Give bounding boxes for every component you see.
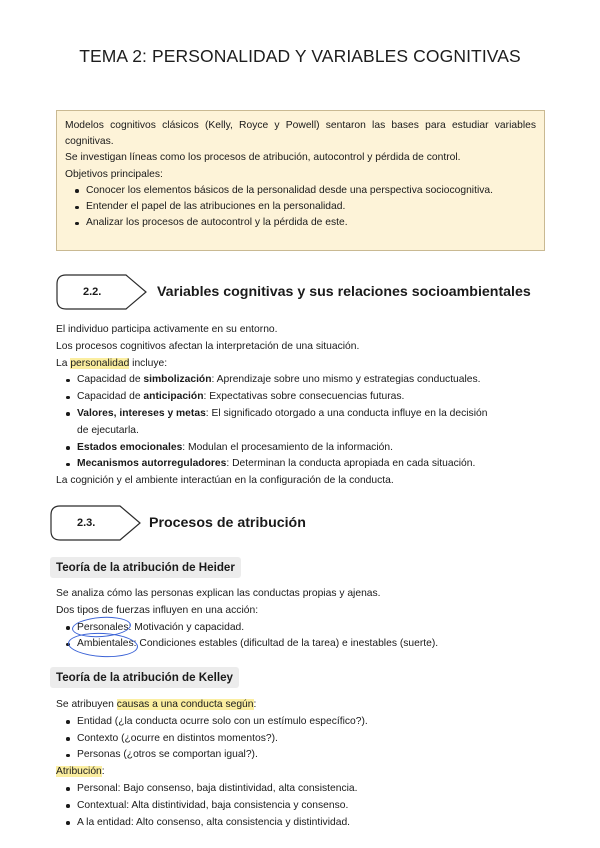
bold-term: anticipación bbox=[143, 391, 204, 403]
paragraph: Se analiza cómo las personas explican las conductas propias y ajenas. bbox=[56, 588, 381, 599]
text: Se atribuyen bbox=[56, 699, 117, 710]
text: incluye: bbox=[129, 357, 168, 369]
section-arrow-icon bbox=[50, 505, 142, 541]
bold-term: Valores, intereses y metas bbox=[77, 407, 206, 419]
text: La bbox=[56, 357, 71, 369]
paragraph: El individuo participa activamente en su entorno. bbox=[56, 324, 278, 335]
list-item: Entender el papel de las atribuciones en la personalidad. bbox=[65, 199, 536, 215]
section-header-2-2 bbox=[56, 274, 546, 310]
text: : Determinan la conducta apropiada en cada situación. bbox=[226, 458, 476, 470]
highlighted-term: personalidad bbox=[70, 357, 130, 369]
text: : Modulan el procesamiento de la información. bbox=[182, 441, 393, 453]
list-item bbox=[56, 456, 546, 473]
personality-list bbox=[56, 372, 546, 473]
paragraph bbox=[56, 764, 546, 781]
text: Capacidad de bbox=[77, 374, 144, 386]
subheading-heider: Teoría de la atribución de Heider bbox=[50, 557, 241, 578]
highlighted-text: causas a una conducta según bbox=[116, 699, 254, 710]
text: : Condiciones estables (dificultad de la tarea) e inestables (suerte). bbox=[133, 638, 439, 650]
summary-line: Modelos cognitivos clásicos (Kelly, Royce y Powell) sentaron las bases para estudiar variables bbox=[65, 120, 536, 131]
list-item: Contextual: Alta distintividad, baja consistencia y consenso. bbox=[56, 798, 546, 815]
bold-term: Estados emocionales bbox=[77, 441, 183, 453]
list-item bbox=[56, 440, 546, 457]
list-item bbox=[56, 406, 546, 440]
list-item bbox=[56, 372, 546, 389]
list-item bbox=[56, 636, 546, 653]
list-item: Contexto (¿ocurre en distintos momentos?). bbox=[56, 731, 546, 748]
section-title: Procesos de atribución bbox=[149, 515, 306, 531]
paragraph: Dos tipos de fuerzas influyen en una acción: bbox=[56, 604, 259, 616]
section-number: 2.2. bbox=[83, 286, 102, 298]
criteria-list bbox=[56, 714, 546, 764]
list-item: Conocer los elementos básicos de la personalidad desde una perspectiva sociocognitiva. bbox=[65, 183, 536, 199]
page-title: TEMA 2: PERSONALIDAD Y VARIABLES COGNITIVAS bbox=[79, 46, 521, 66]
heider-body bbox=[56, 586, 546, 653]
paragraph bbox=[56, 697, 546, 714]
forces-list bbox=[56, 620, 546, 654]
list-item bbox=[56, 389, 546, 406]
paragraph: La cognición y el ambiente interactúan en la configuración de la conducta. bbox=[56, 475, 394, 487]
bold-term: Mecanismos autorreguladores bbox=[77, 458, 227, 470]
list-item: A la entidad: Alto consenso, alta consistencia y distintividad. bbox=[56, 815, 546, 832]
section-title: Variables cognitivas y sus relaciones socioambientales bbox=[157, 284, 531, 300]
paragraph: Los procesos cognitivos afectan la interpretación de una situación. bbox=[56, 340, 360, 352]
list-item bbox=[56, 620, 546, 637]
kelley-body bbox=[56, 697, 546, 831]
section-header-2-3 bbox=[50, 505, 540, 541]
highlighted-term: Atribución bbox=[56, 766, 102, 778]
text: Capacidad de bbox=[77, 391, 144, 403]
circled-term: Ambientales bbox=[77, 638, 134, 650]
objectives-label: Objetivos principales: bbox=[65, 168, 163, 180]
paragraph bbox=[56, 356, 546, 373]
subheading-kelley: Teoría de la atribución de Kelley bbox=[50, 667, 239, 688]
text: : El significado otorgado a una conducta influye en la decisión bbox=[205, 407, 488, 419]
list-item: Personas (¿otros se comportan igual?). bbox=[56, 747, 546, 764]
list-item: Analizar los procesos de autocontrol y la pérdida de este. bbox=[65, 215, 536, 231]
text: : Expectativas sobre consecuencias futuras. bbox=[203, 391, 405, 403]
summary-line: Se investigan líneas como los procesos de atribución, autocontrol y pérdida de control. bbox=[65, 152, 461, 164]
section-2-2-body bbox=[56, 322, 546, 490]
objectives-list bbox=[65, 183, 536, 232]
section-number: 2.3. bbox=[77, 517, 96, 529]
bold-term: simbolización bbox=[143, 374, 212, 386]
text: : bbox=[253, 699, 257, 710]
text: : Motivación y capacidad. bbox=[128, 621, 245, 633]
text: : Aprendizaje sobre uno mismo y estrategias conductuales. bbox=[211, 374, 481, 386]
list-item: Personal: Bajo consenso, baja distintividad, alta consistencia. bbox=[56, 781, 546, 798]
section-arrow-icon bbox=[56, 274, 148, 310]
summary-line: cognitivas. bbox=[65, 136, 114, 148]
circled-term: Personales bbox=[77, 621, 129, 633]
list-item: Entidad (¿la conducta ocurre solo con un estímulo específico?). bbox=[56, 714, 546, 731]
text: : bbox=[101, 766, 105, 778]
summary-box bbox=[56, 110, 545, 251]
attribution-list bbox=[56, 781, 546, 831]
text: de ejecutarla. bbox=[77, 424, 139, 436]
